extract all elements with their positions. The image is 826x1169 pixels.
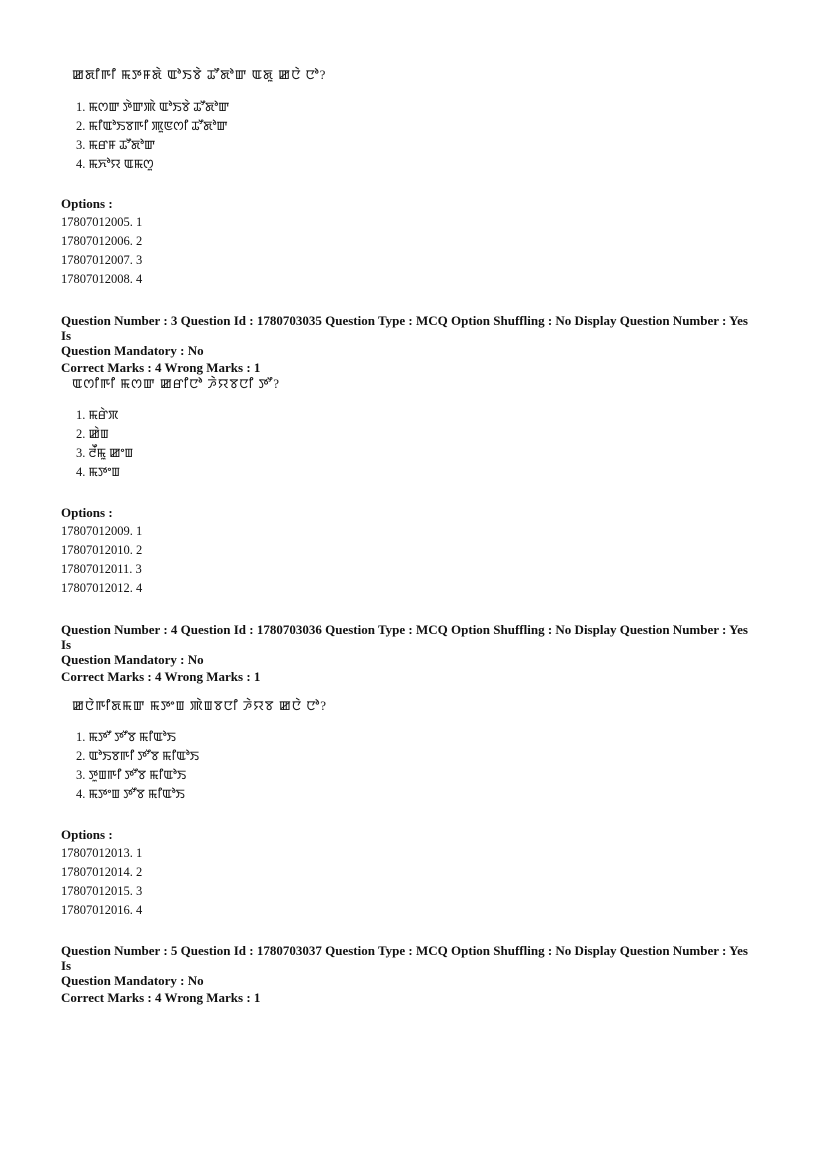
options-heading: Options : xyxy=(61,827,113,842)
question-marks: Correct Marks : 4 Wrong Marks : 1 xyxy=(61,669,261,684)
choice-item: 4. ꯃꯇꯦꯡ xyxy=(76,465,121,479)
choice-item: 3. ꯂꯩꯃꯨ ꯀꯦꯡ xyxy=(76,446,134,460)
option-row: 17807012008. 4 xyxy=(61,272,143,286)
question-meta-line: Question Number : 5 Question Id : 1780703037 Question Type : MCQ Option Shuffling : No Display Question Number : Yes Is xyxy=(61,943,748,973)
choice-item: 3. ꯃꯔꯝ ꯊꯧꯗꯣꯛ xyxy=(76,138,156,152)
choice-item: 1. ꯃꯇꯧ ꯇꯧꯕ ꯃꯤꯑꯣꯏ xyxy=(76,730,176,744)
choice-item: 2. ꯀꯥꯡ xyxy=(76,427,109,441)
option-row: 17807012015. 3 xyxy=(61,884,143,898)
question-5-meta xyxy=(61,943,761,1005)
option-row: 17807012006. 2 xyxy=(61,234,143,248)
choice-item: 2. ꯃꯤꯑꯣꯏꯕꯒꯤ ꯄꯨꯟꯁꯤ ꯊꯧꯗꯣꯛ xyxy=(76,119,228,133)
option-row: 17807012007. 3 xyxy=(61,253,143,267)
options-heading: Options : xyxy=(61,196,113,211)
question-4-meta xyxy=(61,622,761,684)
option-row: 17807012011. 3 xyxy=(61,562,142,576)
options-list xyxy=(61,844,142,920)
choice-item: 2. ꯑꯣꯏꯕꯒꯤ ꯇꯧꯕ ꯃꯤꯑꯣꯏ xyxy=(76,749,199,763)
choice-item: 4. ꯃꯇꯦꯡ ꯇꯧꯕ ꯃꯤꯑꯣꯏ xyxy=(76,787,185,801)
question-meta-line: Question Mandatory : No xyxy=(61,973,204,988)
question-3-choices xyxy=(76,406,133,482)
question-marks: Correct Marks : 4 Wrong Marks : 1 xyxy=(61,360,261,375)
question-meta-line: Question Number : 4 Question Id : 1780703036 Question Type : MCQ Option Shuffling : No Display Question Number : Yes Is xyxy=(61,622,748,652)
options-list xyxy=(61,522,142,598)
option-row: 17807012016. 4 xyxy=(61,903,143,917)
options-list xyxy=(61,213,142,289)
option-row: 17807012005. 1 xyxy=(61,215,143,229)
option-row: 17807012014. 2 xyxy=(61,865,143,879)
question-3-text: ꯑꯁꯤꯒꯤ ꯃꯁꯛ ꯀꯔꯤꯅꯣ ꯍꯥꯌꯕꯅꯤ ꯇꯧ? xyxy=(72,376,280,391)
choice-item: 4. ꯃꯈꯣꯌ ꯑꯃꯁꯨ xyxy=(76,157,154,171)
option-row: 17807012010. 2 xyxy=(61,543,143,557)
options-heading: Options : xyxy=(61,505,113,520)
option-row: 17807012012. 4 xyxy=(61,581,143,595)
question-meta-line: Question Number : 3 Question Id : 1780703035 Question Type : MCQ Option Shuffling : No Display Question Number : Yes Is xyxy=(61,313,748,343)
question-3-meta xyxy=(61,313,761,375)
choice-item: 1. ꯃꯔꯥꯞ xyxy=(76,408,119,422)
question-meta-line: Question Mandatory : No xyxy=(61,652,204,667)
question-marks: Correct Marks : 4 Wrong Marks : 1 xyxy=(61,990,261,1005)
choice-item: 1. ꯃꯁꯛ ꯇꯥꯛꯄꯥ ꯑꯣꯏꯕꯥ ꯊꯧꯗꯣꯛ xyxy=(76,100,230,114)
option-row: 17807012013. 1 xyxy=(61,846,143,860)
option-row: 17807012009. 1 xyxy=(61,524,143,538)
question-4-choices xyxy=(76,728,199,804)
question-4-text: ꯀꯅꯥꯒꯤꯗꯃꯛ ꯃꯇꯦꯡ ꯄꯥꯡꯕꯅꯤ ꯍꯥꯌꯕ ꯀꯅꯥ ꯅꯣ? xyxy=(72,698,328,713)
question-2-choices xyxy=(76,98,229,174)
choice-item: 3. ꯇꯨꯡꯒꯤ ꯇꯧꯕ ꯃꯤꯑꯣꯏ xyxy=(76,768,187,782)
question-meta-line: Question Mandatory : No xyxy=(61,343,204,358)
question-2-text: ꯀꯗꯤꯒꯤ ꯃꯇꯝꯗꯥ ꯑꯣꯏꯕꯥ ꯊꯧꯗꯣꯛ ꯑꯗꯨ ꯀꯅꯥ ꯅꯣ? xyxy=(72,67,327,82)
